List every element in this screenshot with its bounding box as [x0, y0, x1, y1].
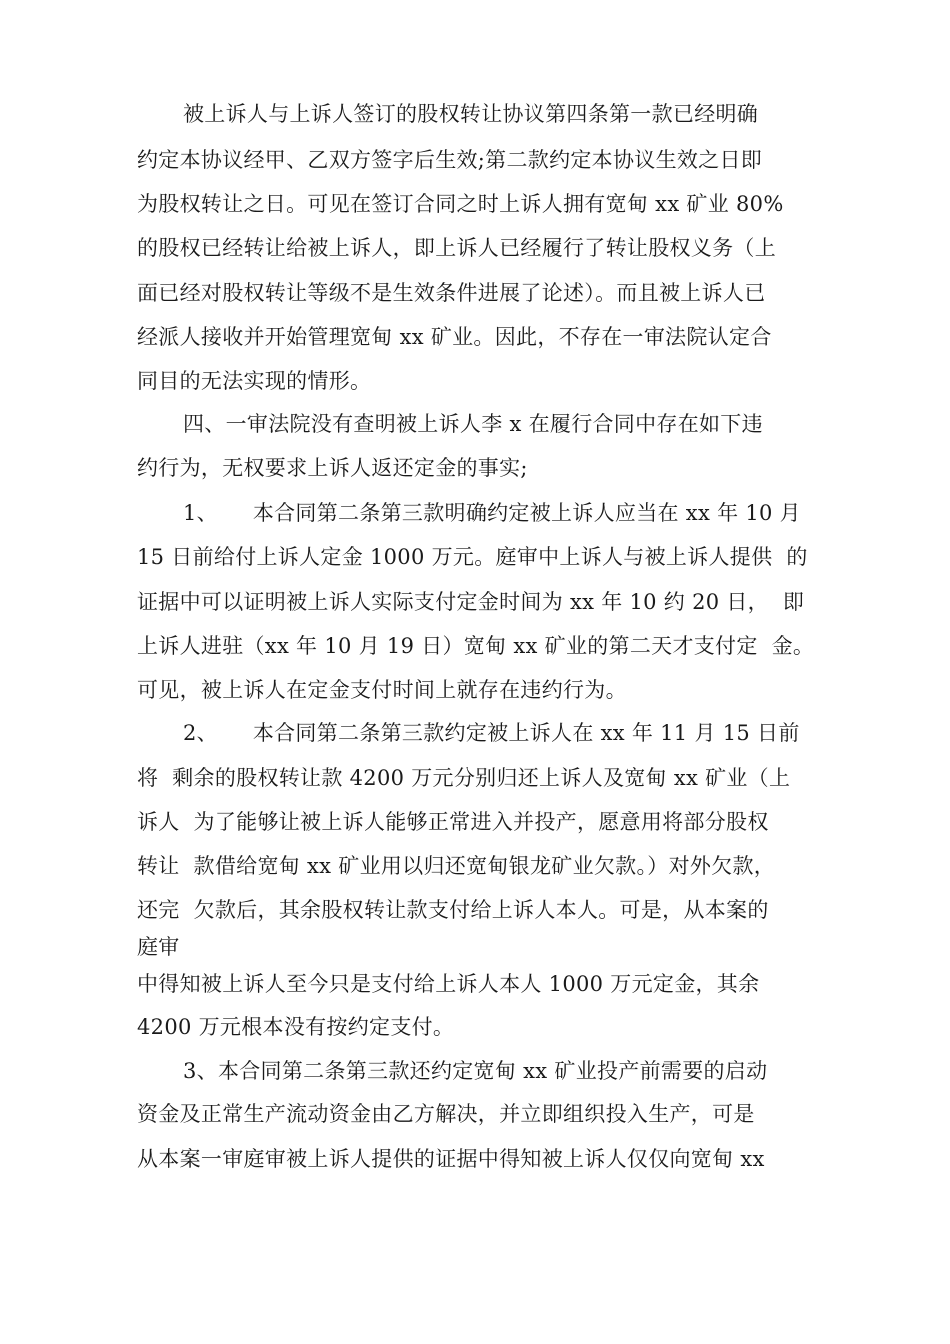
paragraph-line: 约定本协议经甲、乙双方签字后生效;第二款约定本协议生效之日即 — [137, 148, 763, 172]
paragraph-line: 证据中可以证明被上诉人实际支付定金时间为 xx 年 10 约 20 日， 即 — [137, 590, 805, 614]
paragraph-line: 庭审 — [137, 935, 180, 959]
paragraph-line: 中得知被上诉人至今只是支付给上诉人本人 1000 万元定金，其余 — [137, 972, 760, 996]
paragraph-line: 上诉人进驻（xx 年 10 月 19 日）宽甸 xx 矿业的第二天才支付定 金。 — [137, 634, 815, 658]
paragraph-line: 被上诉人与上诉人签订的股权转让协议第四条第一款已经明确 — [183, 102, 759, 126]
paragraph-line: 15 日前给付上诉人定金 1000 万元。庭审中上诉人与被上诉人提供 的 — [137, 545, 808, 569]
list-item-line: 3、本合同第二条第三款还约定宽甸 xx 矿业投产前需要的启动 — [183, 1059, 768, 1083]
section-heading-line: 四、一审法院没有查明被上诉人李 x 在履行合同中存在如下违 — [183, 412, 763, 436]
paragraph-line: 4200 万元根本没有按约定支付。 — [137, 1015, 455, 1039]
paragraph-line: 资金及正常生产流动资金由乙方解决，并立即组织投入生产，可是 — [137, 1102, 755, 1126]
list-item-line: 1、 本合同第二条第三款明确约定被上诉人应当在 xx 年 10 月 — [183, 501, 801, 525]
paragraph-line: 经派人接收并开始管理宽甸 xx 矿业。因此，不存在一审法院认定合 — [137, 325, 772, 349]
paragraph-line: 为股权转让之日。可见在签订合同之时上诉人拥有宽甸 xx 矿业 80% — [137, 192, 784, 216]
paragraph-line: 的股权已经转让给被上诉人，即上诉人已经履行了转让股权义务（上 — [137, 236, 776, 260]
paragraph-line: 面已经对股权转让等级不是生效条件进展了论述）。而且被上诉人已 — [137, 281, 766, 305]
paragraph-line: 还完 欠款后，其余股权转让款支付给上诉人本人。可是，从本案的 — [137, 898, 769, 922]
paragraph-line: 将 剩余的股权转让款 4200 万元分别归还上诉人及宽甸 xx 矿业（上 — [137, 766, 791, 790]
paragraph-line: 同目的无法实现的情形。 — [137, 369, 372, 393]
paragraph-line: 可见，被上诉人在定金支付时间上就存在违约行为。 — [137, 678, 627, 702]
paragraph-line: 转让 款借给宽甸 xx 矿业用以归还宽甸银龙矿业欠款。）对外欠款， — [137, 854, 776, 878]
paragraph-line: 从本案一审庭审被上诉人提供的证据中得知被上诉人仅仅向宽甸 xx — [137, 1147, 765, 1171]
list-item-line: 2、 本合同第二条第三款约定被上诉人在 xx 年 11 月 15 日前 — [183, 721, 800, 745]
paragraph-line: 诉人 为了能够让被上诉人能够正常进入并投产，愿意用将部分股权 — [137, 810, 769, 834]
paragraph-line: 约行为，无权要求上诉人返还定金的事实; — [137, 456, 528, 480]
